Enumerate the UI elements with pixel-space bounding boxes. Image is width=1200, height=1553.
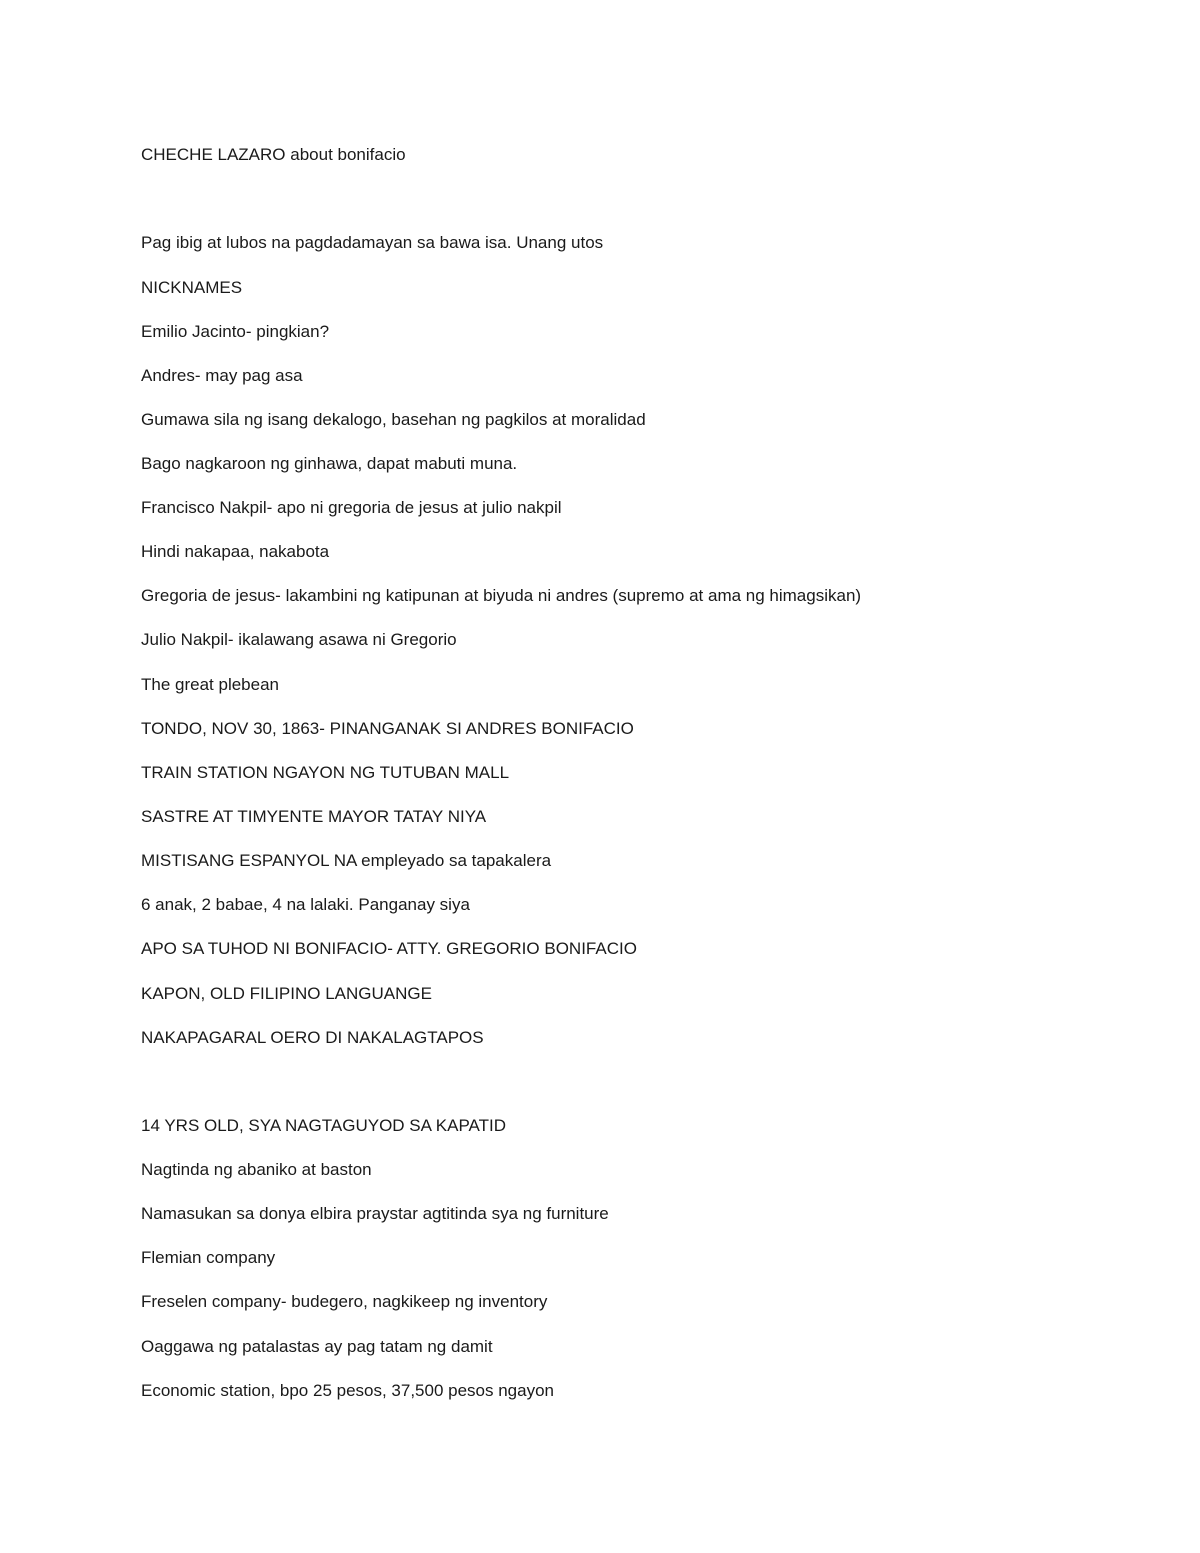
text-line: SASTRE AT TIMYENTE MAYOR TATAY NIYA — [141, 807, 487, 826]
text-line: Bago nagkaroon ng ginhawa, dapat mabuti muna. — [141, 454, 518, 473]
text-line: Emilio Jacinto- pingkian? — [141, 322, 330, 341]
text-line: Oaggawa ng patalastas ay pag tatam ng damit — [141, 1337, 493, 1356]
text-line: TRAIN STATION NGAYON NG TUTUBAN MALL — [141, 763, 510, 782]
text-line: Flemian company — [141, 1248, 276, 1267]
text-line: 6 anak, 2 babae, 4 na lalaki. Panganay siya — [141, 895, 470, 914]
document-heading: CHECHE LAZARO about bonifacio — [141, 145, 406, 164]
text-line: Nagtinda ng abaniko at baston — [141, 1160, 372, 1179]
text-line: 14 YRS OLD, SYA NAGTAGUYOD SA KAPATID — [141, 1116, 506, 1135]
text-line: Hindi nakapaa, nakabota — [141, 542, 330, 561]
text-line: Pag ibig at lubos na pagdadamayan sa bawa isa. Unang utos — [141, 233, 604, 252]
text-line: NAKAPAGARAL OERO DI NAKALAGTAPOS — [141, 1028, 484, 1047]
text-line: Namasukan sa donya elbira praystar agtitinda sya ng furniture — [141, 1204, 609, 1223]
text-line: Gumawa sila ng isang dekalogo, basehan ng pagkilos at moralidad — [141, 410, 646, 429]
text-line: Freselen company- budegero, nagkikeep ng inventory — [141, 1292, 548, 1311]
text-line: Andres- may pag asa — [141, 366, 303, 385]
text-line: The great plebean — [141, 675, 279, 694]
text-line: APO SA TUHOD NI BONIFACIO- ATTY. GREGORIO BONIFACIO — [141, 939, 637, 958]
text-line: MISTISANG ESPANYOL NA empleyado sa tapakalera — [141, 851, 552, 870]
text-line: TONDO, NOV 30, 1863- PINANGANAK SI ANDRES BONIFACIO — [141, 719, 634, 738]
text-line: Economic station, bpo 25 pesos, 37,500 pesos ngayon — [141, 1381, 555, 1400]
text-line: Gregoria de jesus- lakambini ng katipunan at biyuda ni andres (supremo at ama ng himagsikan) — [141, 586, 862, 605]
text-line: Francisco Nakpil- apo ni gregoria de jesus at julio nakpil — [141, 498, 562, 517]
text-line: Julio Nakpil- ikalawang asawa ni Gregorio — [141, 630, 457, 649]
text-line: KAPON, OLD FILIPINO LANGUANGE — [141, 984, 432, 1003]
text-line: NICKNAMES — [141, 278, 243, 297]
